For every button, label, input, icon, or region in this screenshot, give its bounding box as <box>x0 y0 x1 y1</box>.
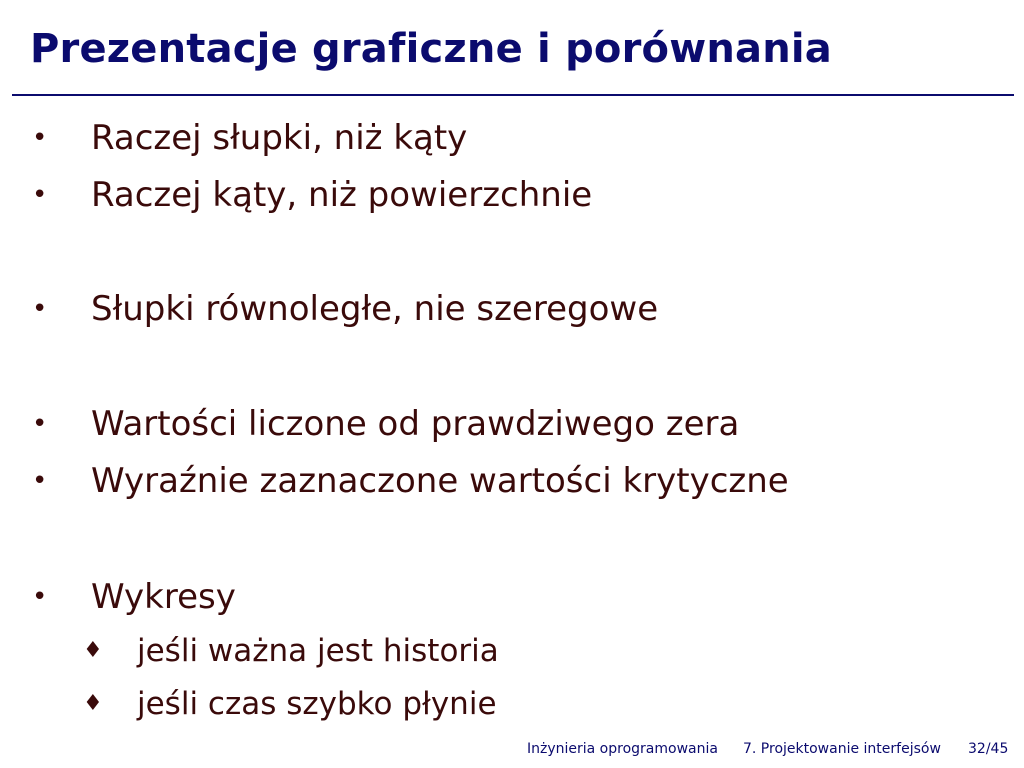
diamond-icon: ♦ <box>83 691 103 716</box>
bullet-text: Wartości liczone od prawdziwego zera <box>91 404 740 444</box>
bullet-icon: • <box>32 180 48 210</box>
bullet-icon: • <box>32 123 48 153</box>
bullet-icon: • <box>32 294 48 324</box>
footer-course: Inżynieria oprogramowania <box>527 741 718 757</box>
sub-bullet-text: jeśli ważna jest historia <box>137 633 499 669</box>
bullet-icon: • <box>32 409 48 439</box>
footer-page-number: 32/45 <box>968 741 1009 757</box>
footer-lecture: 7. Projektowanie interfejsów <box>743 741 941 757</box>
title-divider <box>12 94 1014 96</box>
bullet-icon: • <box>32 582 48 612</box>
bullet-text: Słupki równoległe, nie szeregowe <box>91 289 659 329</box>
bullet-text: Wyraźnie zaznaczone wartości krytyczne <box>91 461 789 501</box>
bullet-icon: • <box>32 466 48 496</box>
bullet-text: Wykresy <box>91 577 236 617</box>
sub-bullet-text: jeśli czas szybko płynie <box>137 686 497 722</box>
bullet-text: Raczej słupki, niż kąty <box>91 118 468 158</box>
slide-title: Prezentacje graficzne i porównania <box>30 26 832 72</box>
diamond-icon: ♦ <box>83 638 103 663</box>
bullet-text: Raczej kąty, niż powierzchnie <box>91 175 593 215</box>
